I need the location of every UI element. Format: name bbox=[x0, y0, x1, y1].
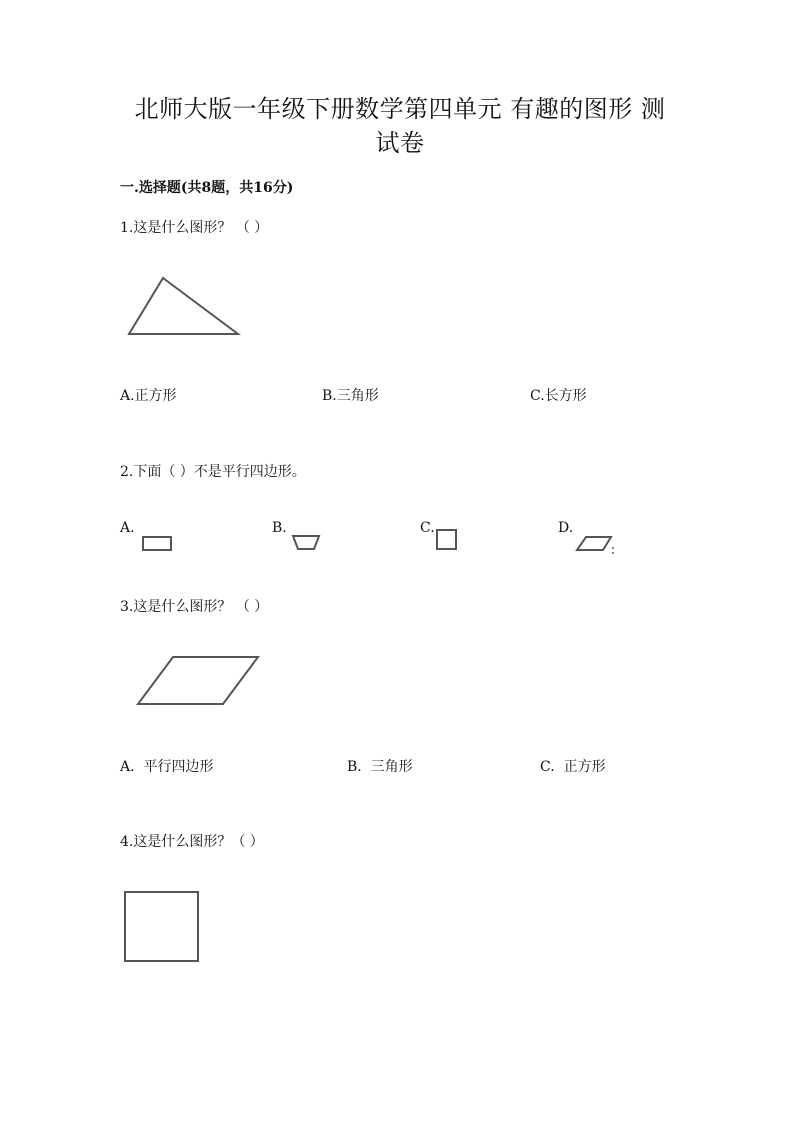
question-2-option-b[interactable]: B. bbox=[272, 520, 287, 536]
trapezoid-icon bbox=[290, 533, 322, 553]
question-3-option-c[interactable]: C. 正方形 bbox=[540, 759, 606, 775]
question-2-option-d[interactable]: D. bbox=[558, 520, 574, 536]
document-title-line-1: 北师大版一年级下册数学第四单元 有趣的图形 测 bbox=[134, 95, 666, 123]
question-3-option-b[interactable]: B. 三角形 bbox=[347, 759, 413, 775]
parallelogram-icon bbox=[134, 653, 264, 709]
stray-mark bbox=[612, 552, 614, 554]
question-1-text: 1.这是什么图形？ （ ） bbox=[120, 220, 269, 236]
stray-mark bbox=[612, 547, 614, 549]
question-2-option-a[interactable]: A. bbox=[120, 520, 135, 536]
question-2-text: 2.下面（ ）不是平行四边形。 bbox=[120, 464, 306, 480]
square-icon bbox=[435, 528, 459, 552]
question-4-text: 4.这是什么图形？（ ） bbox=[120, 834, 264, 850]
document-title-line-2: 试卷 bbox=[375, 129, 425, 157]
rectangle-icon bbox=[141, 535, 173, 553]
question-1-option-c[interactable]: C.长方形 bbox=[530, 388, 587, 404]
square-icon bbox=[122, 889, 202, 965]
question-3-text: 3.这是什么图形？ （ ） bbox=[120, 599, 269, 615]
triangle-icon bbox=[125, 273, 245, 339]
question-1-option-b[interactable]: B.三角形 bbox=[322, 388, 379, 404]
section-heading-choice: 一.选择题(共8题，共16分) bbox=[120, 180, 294, 196]
question-3-option-a[interactable]: A. 平行四边形 bbox=[120, 759, 214, 775]
parallelogram-icon bbox=[574, 534, 614, 554]
document-title bbox=[100, 92, 700, 160]
question-1-option-a[interactable]: A.正方形 bbox=[120, 388, 177, 404]
question-2-option-c[interactable]: C. bbox=[420, 520, 435, 536]
